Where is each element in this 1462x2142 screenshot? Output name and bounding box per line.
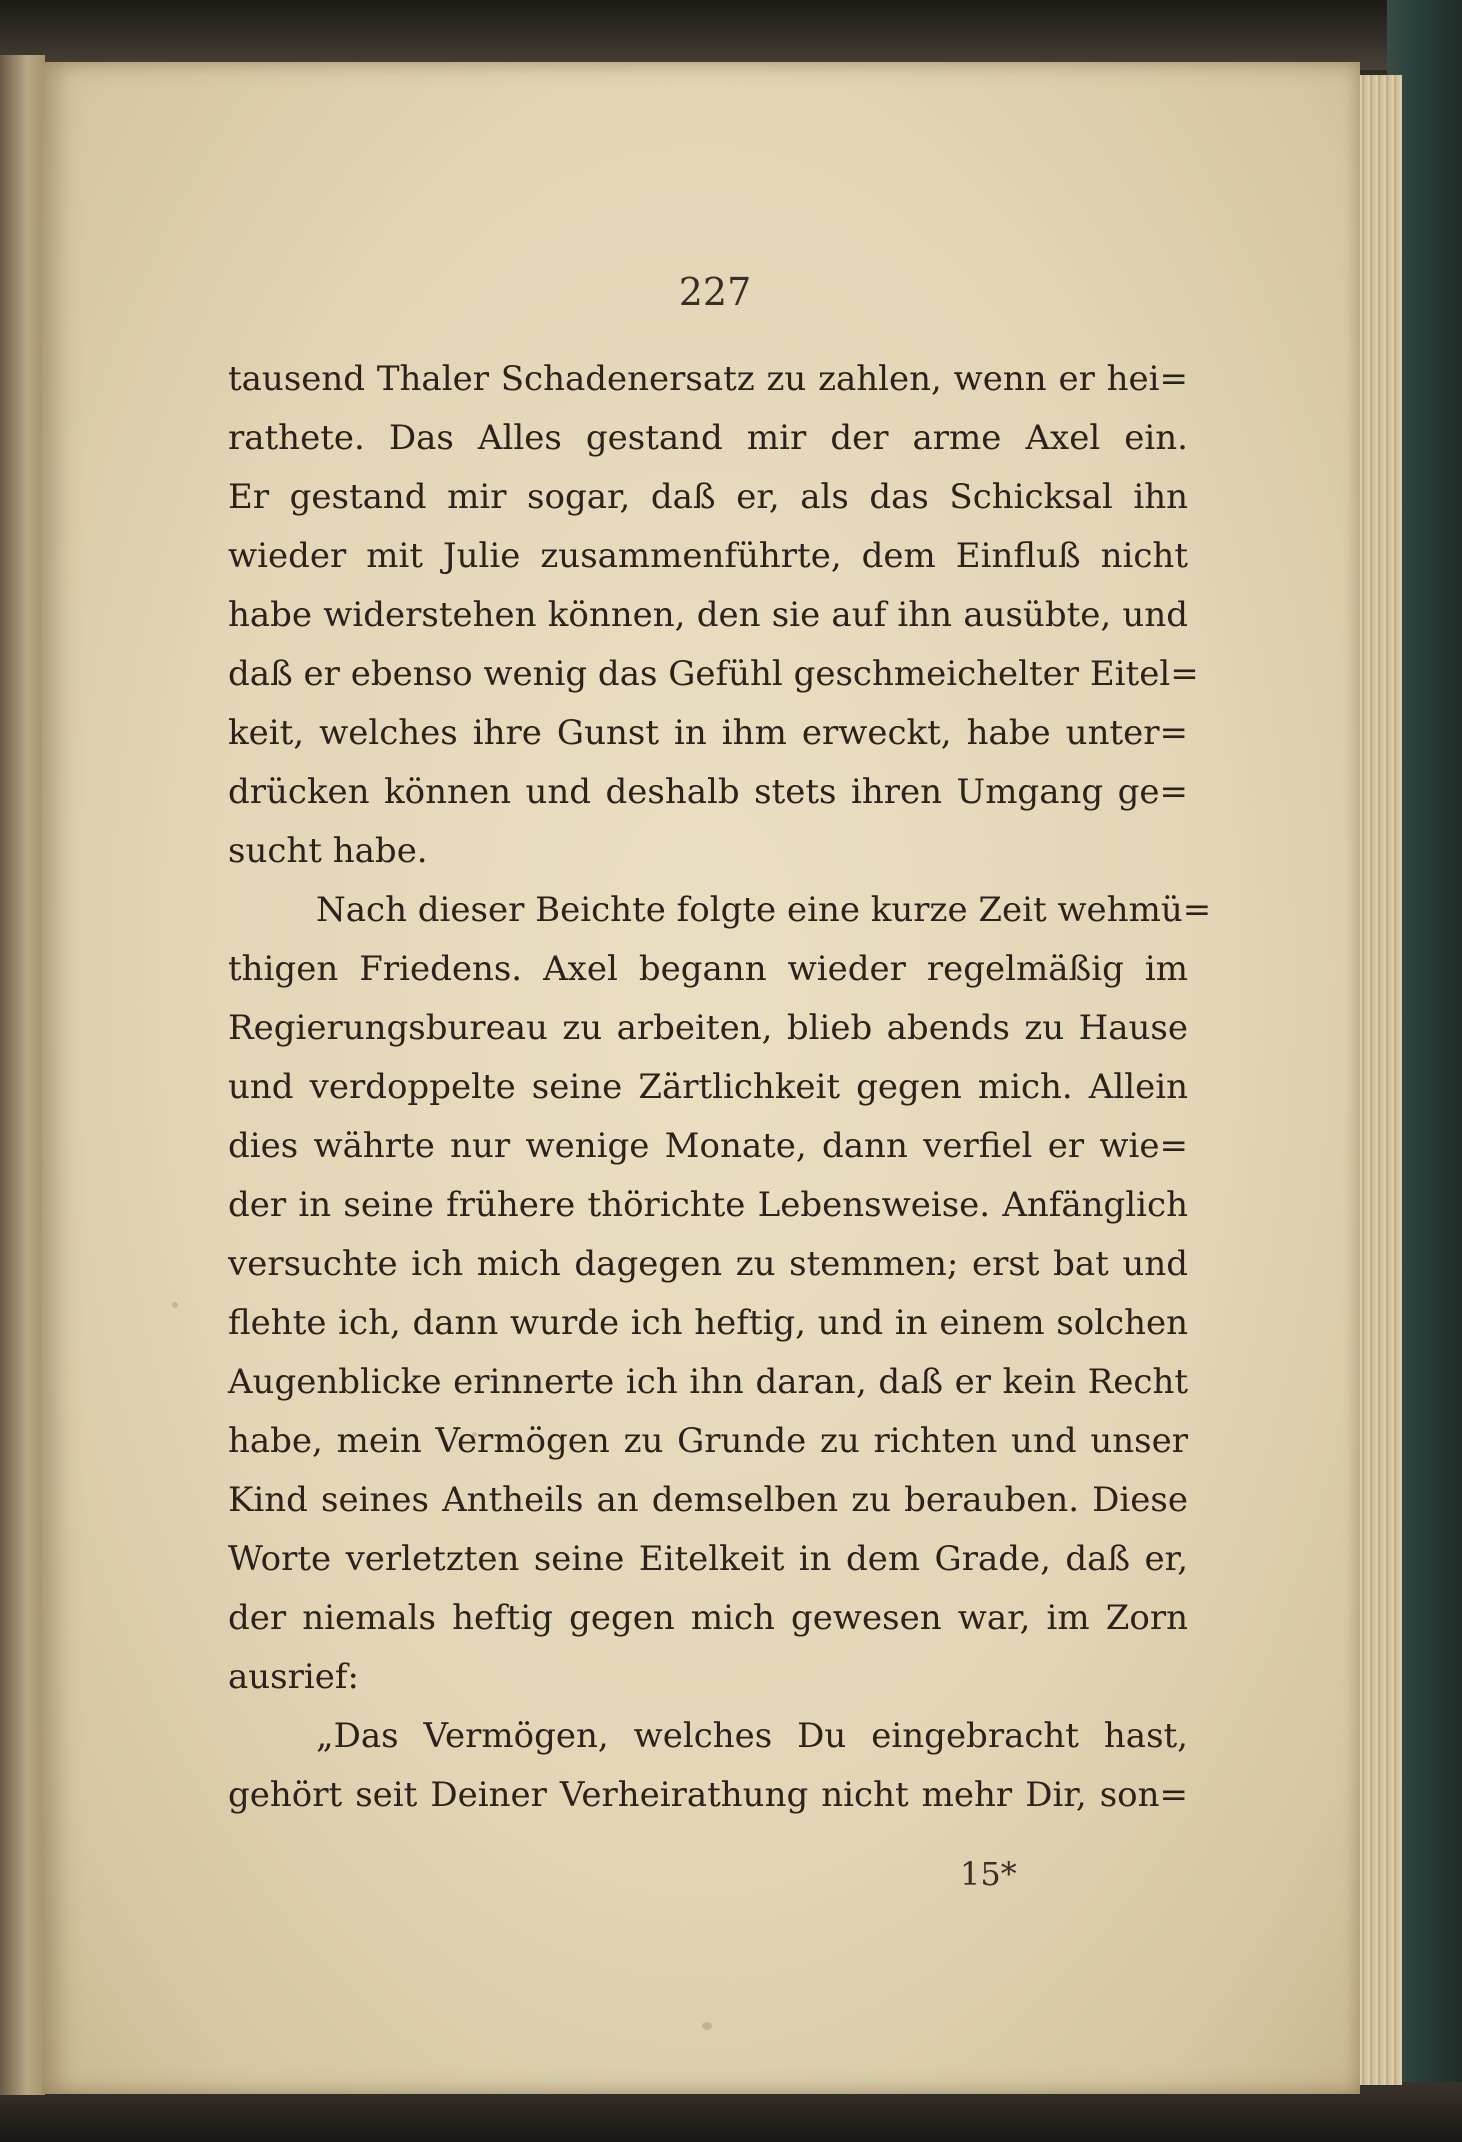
text-line: Nach dieser Beichte folgte eine kurze Zeit wehmü=	[316, 890, 1212, 930]
text-line: habe widerstehen können, den sie auf ihn ausübte, und	[228, 595, 1188, 635]
text-line: versuchte ich mich dagegen zu stemmen; erst bat und	[228, 1244, 1188, 1284]
text-line: sucht habe.	[228, 831, 428, 871]
text-line: gehört seit Deiner Verheirathung nicht mehr Dir, son=	[228, 1775, 1188, 1815]
page-number: 227	[678, 270, 752, 314]
text-line: tausend Thaler Schadenersatz zu zahlen, wenn er hei=	[228, 359, 1188, 399]
text-line: flehte ich, dann wurde ich heftig, und in einem solchen	[228, 1303, 1188, 1343]
paper-spot	[172, 1302, 178, 1308]
printer-signature: 15*	[960, 1855, 1017, 1893]
text-line: keit, welches ihre Gunst in ihm erweckt, habe unter=	[228, 713, 1188, 753]
text-line: rathete. Das Alles gestand mir der arme Axel ein.	[228, 418, 1188, 458]
text-line: der niemals heftig gegen mich gewesen war, im Zorn	[228, 1598, 1188, 1638]
text-line: drücken können und deshalb stets ihren Umgang ge=	[228, 772, 1188, 812]
previous-page-edge	[0, 55, 45, 2095]
text-line: daß er ebenso wenig das Gefühl geschmeichelter Eitel=	[228, 654, 1199, 694]
text-line: ausrief:	[228, 1657, 359, 1697]
text-line: Er gestand mir sogar, daß er, als das Schicksal ihn	[228, 477, 1188, 517]
body-text	[228, 350, 1212, 1825]
text-line: „Das Vermögen, welches Du eingebracht hast,	[316, 1716, 1188, 1756]
text-line: thigen Friedens. Axel begann wieder regelmäßig im	[228, 949, 1188, 989]
book-cover-top	[0, 0, 1462, 70]
text-line: wieder mit Julie zusammenführte, dem Einfluß nicht	[228, 536, 1188, 576]
text-line: der in seine frühere thörichte Lebensweise. Anfänglich	[228, 1185, 1188, 1225]
text-line: Augenblicke erinnerte ich ihn daran, daß er kein Recht	[228, 1362, 1188, 1402]
text-line: habe, mein Vermögen zu Grunde zu richten und unser	[228, 1421, 1188, 1461]
paper-spot	[702, 2022, 712, 2030]
text-line: Regierungsbureau zu arbeiten, blieb abends zu Hause	[228, 1008, 1188, 1048]
text-line: Kind seines Antheils an demselben zu berauben. Diese	[228, 1480, 1188, 1520]
text-line: und verdoppelte seine Zärtlichkeit gegen mich. Allein	[228, 1067, 1188, 1107]
text-line: dies währte nur wenige Monate, dann verfiel er wie=	[228, 1126, 1188, 1166]
text-line: Worte verletzten seine Eitelkeit in dem Grade, daß er,	[228, 1539, 1188, 1579]
